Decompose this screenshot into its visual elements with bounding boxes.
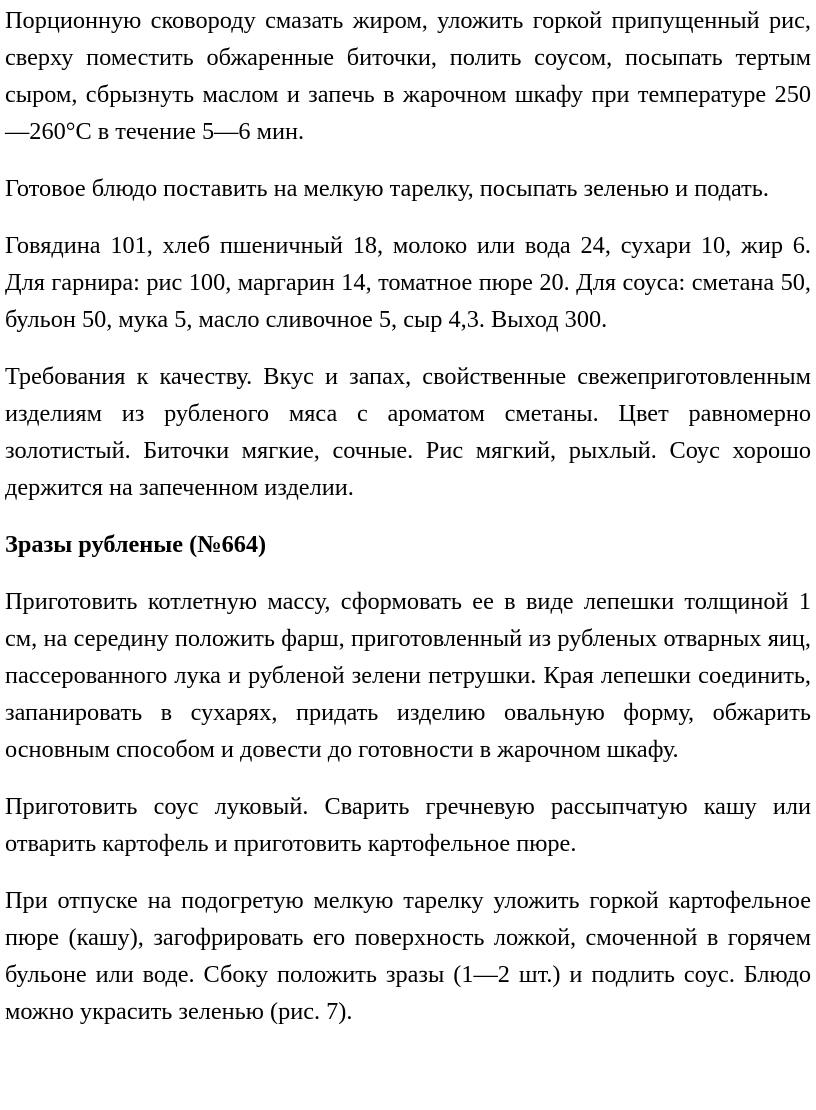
paragraph-serving: Готовое блюдо поставить на мелкую тарелку, посыпать зеленью и подать. [5,175,769,202]
paragraph-baking-instructions: Порционную сковороду смазать жиром, уложить горкой припущенный рис, сверху поместить обжаренные биточки, полить соусом, посыпать тертым сыром, сбрызнуть маслом и запечь в жарочном шкафу при температуре 250—260°С в течение 5—6 мин. [5,7,811,145]
paragraph-zrazy-serving: При отпуске на подогретую мелкую тарелку уложить горкой картофельное пюре (кашу), загофрировать его поверхность ложкой, смоченной в горячем бульоне или воде. Сбоку положить зразы (1—2 шт.) и подлить соус. Блюдо можно украсить зеленью (рис. 7). [5,887,811,1025]
document-page [5,2,811,1050]
section-heading: Зразы рубленые (№664) [5,531,267,558]
paragraph-ingredients: Говядина 101, хлеб пшеничный 18, молоко или вода 24, сухари 10, жир 6. Для гарнира: рис 100, маргарин 14, томатное пюре 20. Для соуса: сметана 50, бульон 50, мука 5, масло сливочное 5, сыр 4,3. Выход 300. [5,232,811,333]
paragraph-quality-requirements: Требования к качеству. Вкус и запах, свойственные свежеприготовленным изделиям из рубленого мяса с ароматом сметаны. Цвет равномерно золотистый. Биточки мягкие, сочные. Рис мягкий, рыхлый. Соус хорошо держится на запеченном изделии. [5,363,811,501]
paragraph-zrazy-preparation: Приготовить котлетную массу, сформовать ее в виде лепешки толщиной 1 см, на середину положить фарш, приготовленный из рубленых отварных яиц, пассерованного лука и рубленой зелени петрушки. Края лепешки соединить, запанировать в сухарях, придать изделию овальную форму, обжарить основным способом и довести до готовности в жарочном шкафу. [5,588,811,763]
paragraph-sauce-side: Приготовить соус луковый. Сварить гречневую рассыпчатую кашу или отварить картофель и приготовить картофельное пюре. [5,793,811,857]
